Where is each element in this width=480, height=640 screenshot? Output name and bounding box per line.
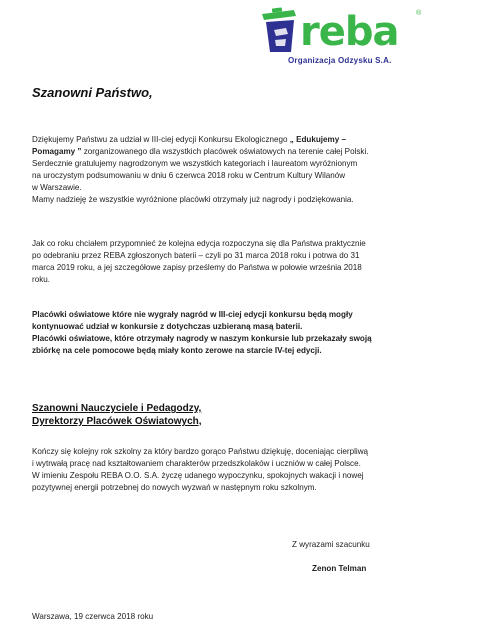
- paragraph-line: na uroczystym podsumowaniu w dniu 6 czerwca 2018 roku w Centrum Kultury Wilanów: [32, 171, 346, 181]
- letter-greeting: Szanowni Państwo,: [32, 85, 153, 100]
- paragraph-line: po odebraniu przez REBA zgłoszonych baterii – czyli po 31 marca 2018 roku i potrwa do 31: [32, 251, 360, 261]
- registered-mark: ®: [416, 10, 422, 17]
- contest-name-part2: Pomagamy ”: [32, 147, 82, 157]
- paragraph-line: W imieniu Zespołu REBA O.O. S.A. życzę udanego wypoczynku, spokojnych wakacji i nowej: [32, 471, 364, 481]
- paragraph-line: Kończy się kolejny rok szkolny za który bardzo gorąco Państwu dziękuję, doceniając cierpliwą: [32, 447, 369, 456]
- paragraph-line: zbiórkę na cele pomocowe będą miały konto zerowe na starcie IV-tej edycji.: [32, 346, 322, 356]
- paragraph-school-year: [32, 446, 452, 494]
- heading-line: Szanowni Nauczyciele i Pedagodzy,: [32, 403, 202, 414]
- place-date: Warszawa, 19 czerwca 2018 roku: [32, 612, 154, 621]
- recycling-bin-icon: [258, 6, 302, 54]
- paragraph-line: pozytywnej energii potrzebnej do nowych wyzwań w następnym roku szkolnym.: [32, 483, 317, 493]
- paragraph-line: Placówki oświatowe które nie wygrały nagród w III-ciej edycji konkursu będą mogły: [32, 310, 353, 319]
- paragraph-line: Serdecznie gratulujemy nagrodzonym we wszystkich kategoriach i laureatom wyróżnionym: [32, 159, 358, 169]
- text-run: zorganizowanego dla wszystkich placówek oświatowych na terenie całej Polski.: [81, 147, 369, 157]
- signature-name: Zenon Telman: [312, 564, 367, 573]
- reba-logo: [258, 6, 428, 68]
- closing-phrase: Z wyrazami szacunku: [292, 540, 370, 549]
- logo-wordmark: reba: [300, 9, 399, 55]
- paragraph-line: [32, 146, 452, 158]
- heading-line: Dyrektorzy Placówek Oświatowych,: [32, 416, 202, 427]
- paragraph-line: marca 2019 roku, a jej szczegółowe zapisy prześlemy do Państwa w połowie września 2018: [32, 263, 362, 273]
- paragraph-line: kontynuować udział w konkursie z dotychczas uzbieraną masą baterii.: [32, 322, 303, 332]
- paragraph-continuation: [32, 309, 452, 357]
- paragraph-line: Mamy nadzieję że wszystkie wyróżnione placówki otrzymały już nagrody i podziękowania.: [32, 195, 354, 205]
- text-run: Dziękujemy Państwu za udział w III-ciej edycji Konkursu Ekologicznego: [32, 135, 290, 144]
- logo-tagline: Organizacja Odzysku S.A.: [288, 56, 392, 65]
- contest-name-part1: „ Edukujemy –: [289, 135, 347, 144]
- teachers-heading: [32, 402, 202, 428]
- paragraph-line: i wytrwałą pracę nad kształtowaniem charakterów przedszkolaków i uczniów w całej Polsce.: [32, 459, 361, 469]
- paragraph-line: roku.: [32, 275, 50, 285]
- paragraph-line: [32, 134, 452, 146]
- paragraph-line: w Warszawie.: [32, 183, 82, 193]
- paragraph-line: Placówki oświatowe, które otrzymały nagrody w naszym konkursie lub przekazały swoją: [32, 334, 372, 344]
- paragraph-thanks: [32, 134, 452, 207]
- paragraph-line: Jak co roku chciałem przypomnieć że kolejna edycja rozpoczyna się dla Państwa praktycznie: [32, 239, 366, 248]
- paragraph-next-edition: [32, 238, 452, 286]
